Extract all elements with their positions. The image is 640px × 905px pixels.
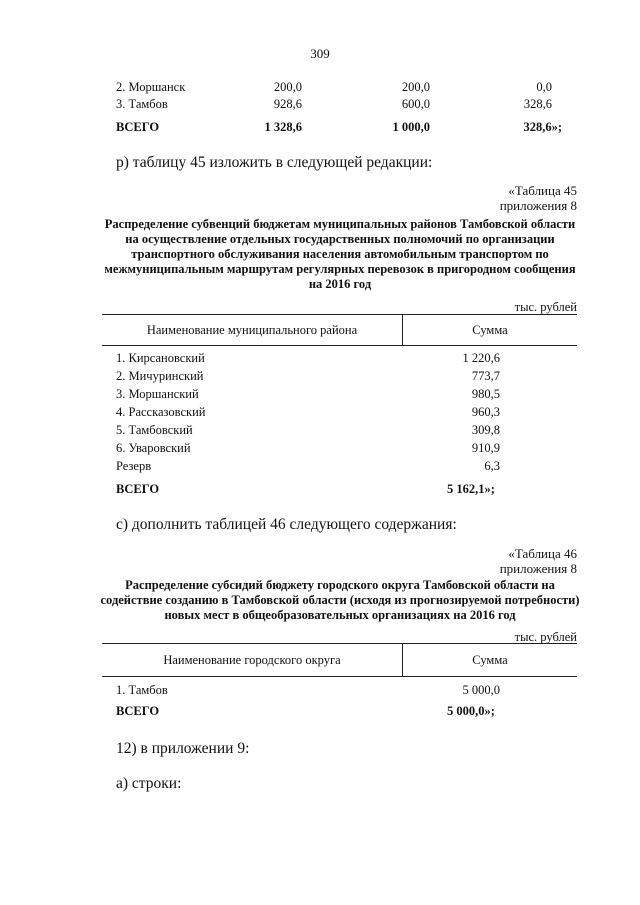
top-row-c1: 200,0: [273, 80, 302, 94]
table-row-sum: 5 000,0: [462, 683, 500, 697]
top-total-label: ВСЕГО: [116, 120, 160, 134]
table-row-name: 6. Уваровский: [116, 441, 191, 455]
table46-header: [102, 643, 577, 677]
table-row-name: Резерв: [116, 459, 152, 473]
table46-total-label: ВСЕГО: [116, 704, 160, 718]
table45-col-name: Наименование муниципального района: [102, 315, 403, 346]
top-row-c3: 328,6: [523, 97, 552, 111]
table46-caption-line2: приложения 8: [499, 561, 577, 576]
para-a: а) строки:: [116, 775, 182, 792]
table-row-sum: 773,7: [471, 369, 500, 383]
table46-col-name: Наименование городского округа: [102, 644, 403, 677]
table-row-name: 1. Кирсановский: [116, 351, 205, 365]
para-s: с) дополнить таблицей 46 следующего содержания:: [116, 516, 457, 533]
table45-units: тыс. рублей: [514, 300, 577, 314]
table45-caption: [420, 183, 577, 213]
table46-col-sum: Сумма: [403, 644, 578, 677]
table45-header: [102, 314, 577, 346]
top-total-c3: 328,6»;: [523, 120, 562, 134]
table-row-sum: 309,8: [471, 423, 500, 437]
top-total-c2: 1 000,0: [392, 120, 430, 134]
table-row-sum: 1 220,6: [462, 351, 500, 365]
table-row-sum: 6,3: [484, 459, 500, 473]
top-row-c2: 200,0: [401, 80, 430, 94]
table46-total-sum: 5 000,0»;: [447, 704, 495, 718]
table-row-name: 1. Тамбов: [116, 683, 168, 697]
table45-title: Распределение субвенций бюджетам муниципальных районов Тамбовской области на осуществление отдельных государственных полномочий по организации транспортного обслуживания населения автомобильным транспортом по межмуниципальным маршрутам регулярных перевозок в пригородном сообщения на 2016 год: [104, 217, 576, 291]
table46-title: Распределение субсидий бюджету городского округа Тамбовской области на содействие созданию в Тамбовской области (исходя из прогнозируемой потребности) новых мест в общеобразовательных организациях на 2016 год: [100, 578, 580, 622]
top-row-name: 3. Тамбов: [116, 97, 168, 111]
top-total-c1: 1 328,6: [264, 120, 302, 134]
table45-col-sum: Сумма: [403, 315, 578, 346]
top-row-c1: 928,6: [273, 97, 302, 111]
table-row-sum: 960,3: [471, 405, 500, 419]
top-row-c2: 600,0: [401, 97, 430, 111]
para-12: 12) в приложении 9:: [116, 740, 250, 757]
table46-caption-line1: «Таблица 46: [508, 546, 577, 561]
table-row-name: 2. Мичуринский: [116, 369, 204, 383]
table-row-name: 5. Тамбовский: [116, 423, 193, 437]
table45-caption-line1: «Таблица 45: [508, 183, 577, 198]
table45-total-label: ВСЕГО: [116, 482, 160, 496]
table-row-name: 4. Рассказовский: [116, 405, 206, 419]
table-row-sum: 910,9: [471, 441, 500, 455]
top-row-name: 2. Моршанск: [116, 80, 186, 94]
para-r: р) таблицу 45 изложить в следующей редакции:: [116, 154, 433, 171]
table45-caption-line2: приложения 8: [499, 198, 577, 213]
table46-units: тыс. рублей: [514, 630, 577, 644]
table-row-name: 3. Моршанский: [116, 387, 199, 401]
page-number: 309: [310, 46, 330, 61]
top-row-c3: 0,0: [536, 80, 552, 94]
table46-caption: [420, 546, 577, 576]
table45-total-sum: 5 162,1»;: [447, 482, 495, 496]
table-row-sum: 980,5: [471, 387, 500, 401]
